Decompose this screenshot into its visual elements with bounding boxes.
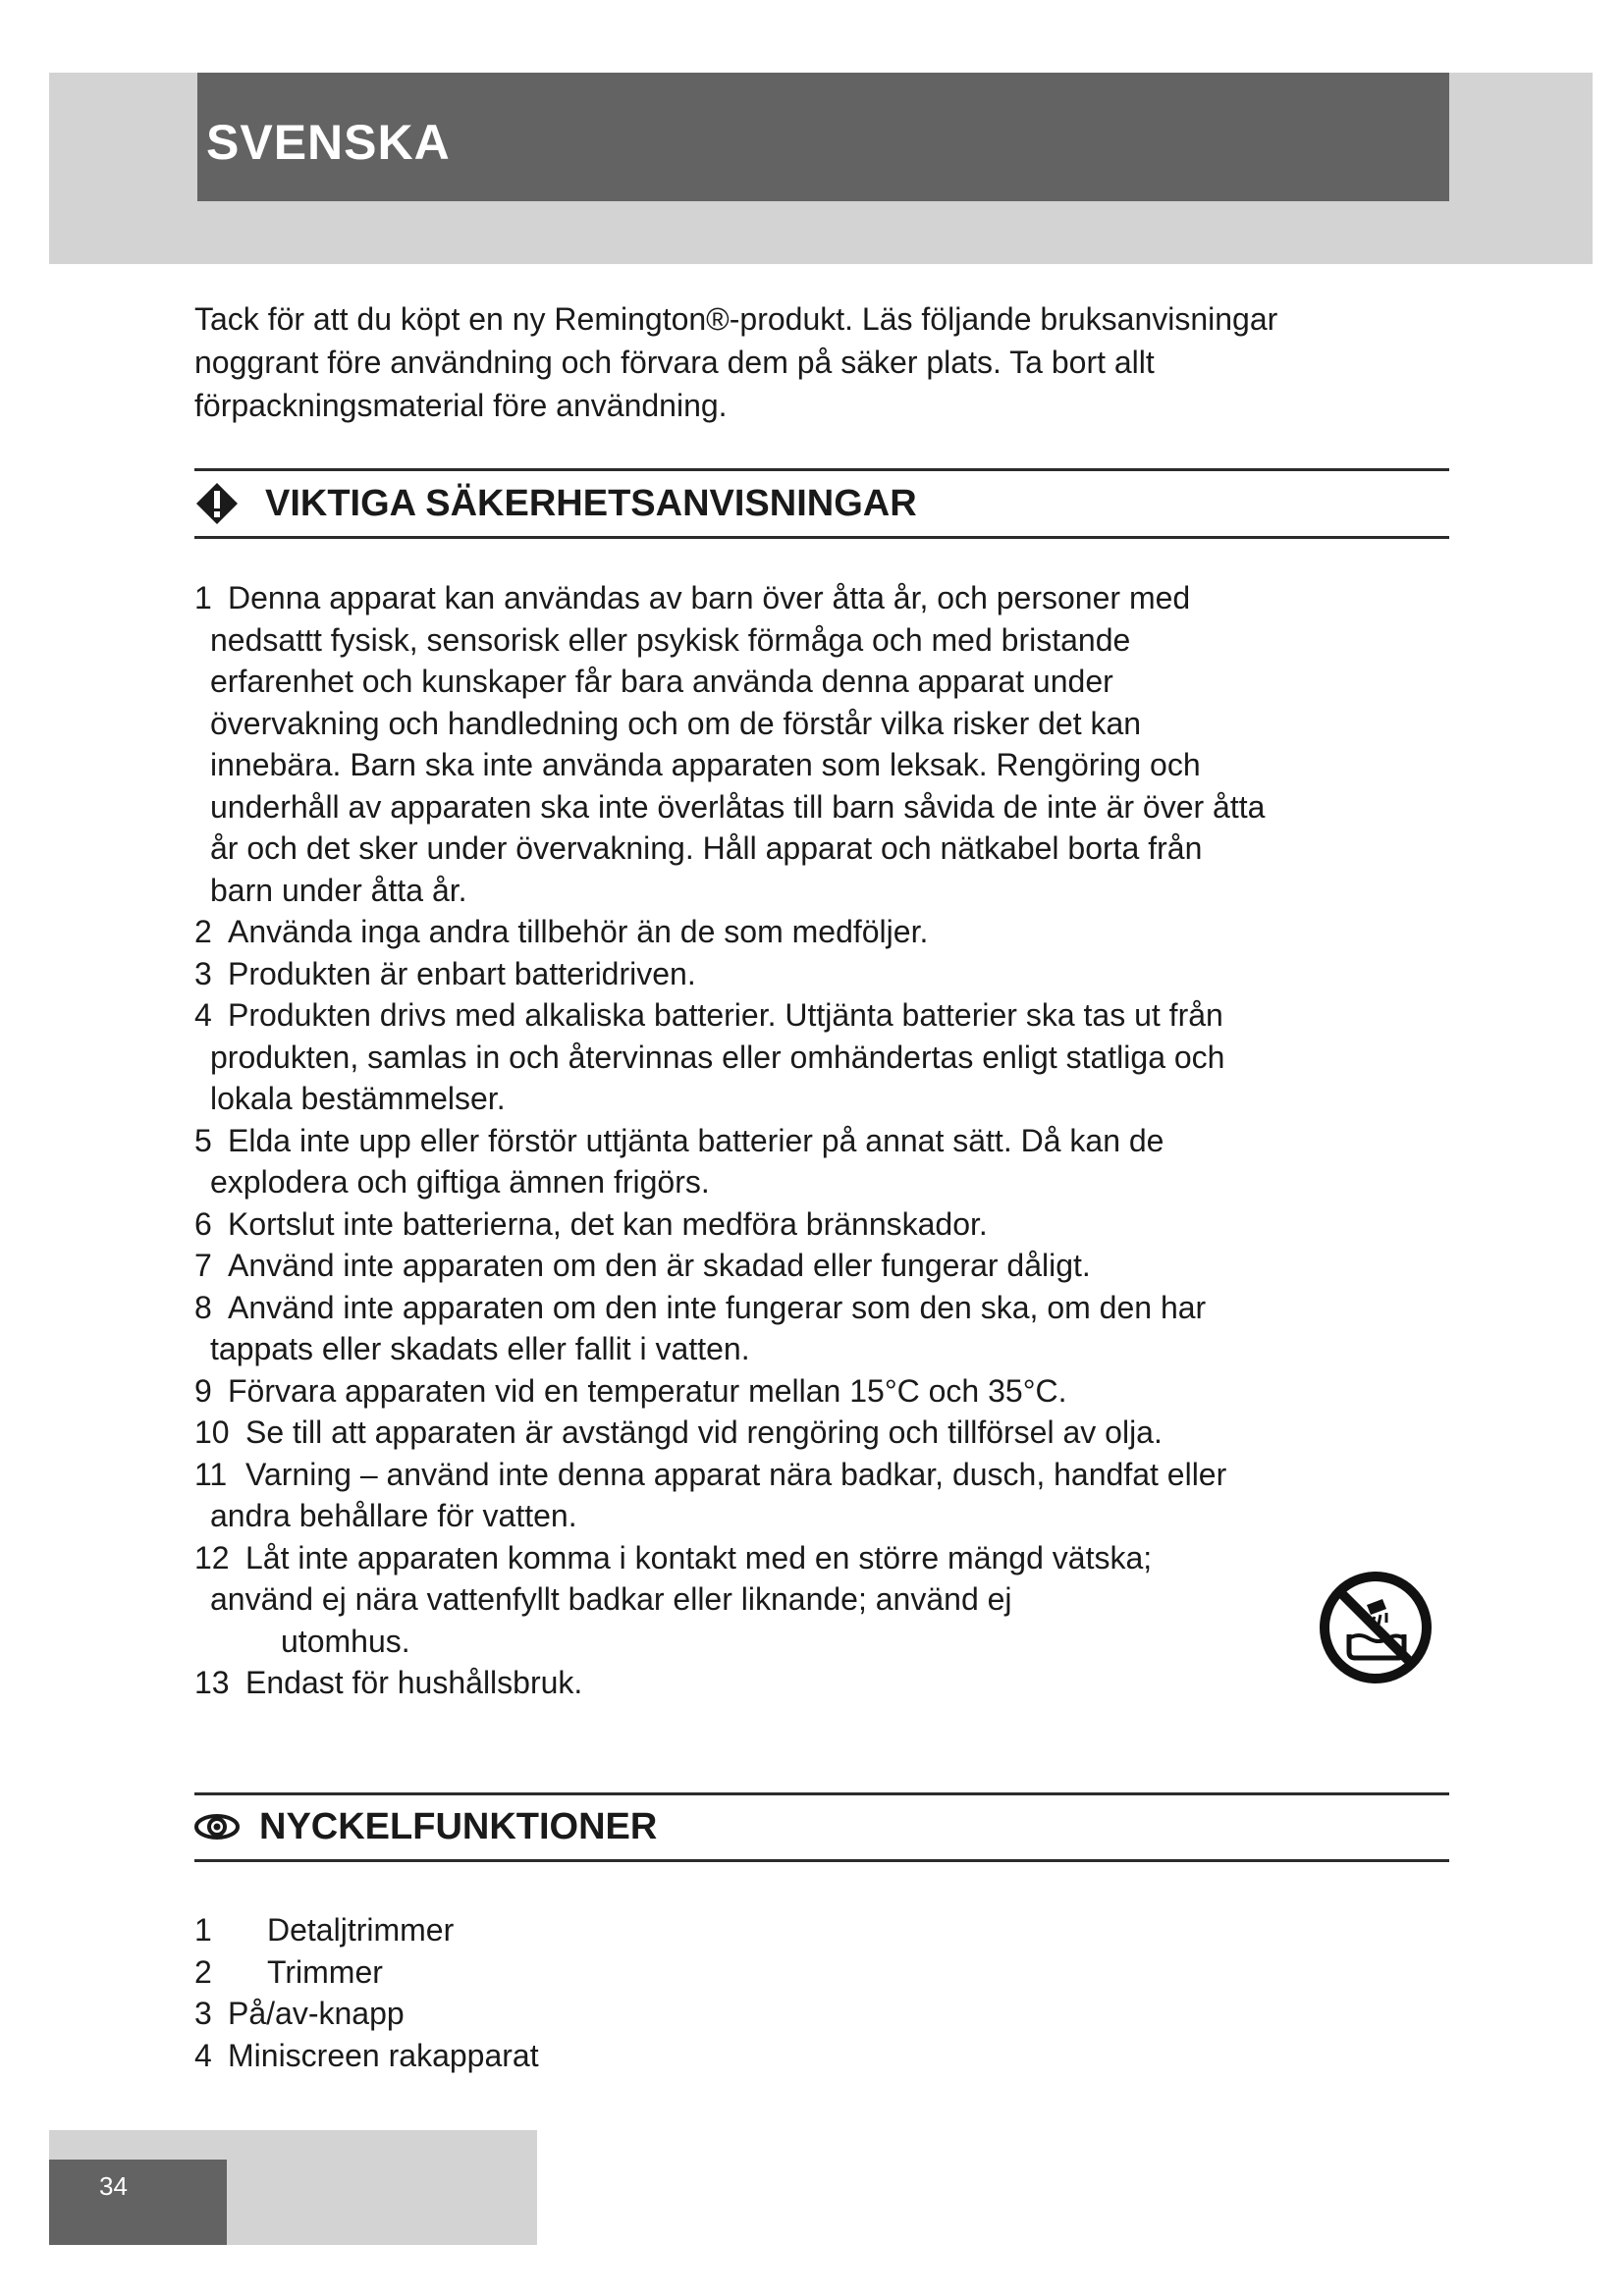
item-text: Använda inga andra tillbehör än de som medföljer.	[228, 914, 929, 949]
list-item	[194, 1245, 1353, 1287]
intro-line: förpackningsmaterial före användning.	[194, 388, 728, 423]
list-item	[194, 1662, 1353, 1704]
item-text: tappats eller skadats eller fallit i vatten.	[210, 1331, 750, 1366]
page-title: SVENSKA	[206, 115, 451, 170]
item-text: Varning – använd inte denna apparat nära badkar, dusch, handfat eller	[245, 1456, 1227, 1492]
item-number: 9	[194, 1372, 221, 1409]
intro-line: noggrant före användning och förvara dem på säker plats. Ta bort allt	[194, 345, 1155, 380]
item-number: 3	[194, 955, 221, 991]
item-text: barn under åtta år.	[210, 872, 467, 908]
intro-line: Tack för att du köpt en ny Remington®-produkt. Läs följande bruksanvisningar	[194, 301, 1278, 337]
item-number: 1	[194, 580, 221, 615]
section-rule-top	[194, 1792, 1449, 1795]
item-text: Låt inte apparaten komma i kontakt med en större mängd vätska;	[245, 1539, 1153, 1575]
item-text: Produkten är enbart batteridriven.	[228, 955, 696, 991]
item-text: använd ej nära vattenfyllt badkar eller liknande; använd ej	[210, 1581, 1012, 1617]
item-text: Produkten drivs med alkaliska batterier. Uttjänta batterier ska tas ut från	[228, 997, 1223, 1033]
section-rule-bottom	[194, 1859, 1449, 1862]
item-number: 1	[194, 1912, 212, 1948]
list-item	[194, 994, 1353, 1120]
page-number: 34	[99, 2171, 128, 2201]
no-water-icon	[1318, 1570, 1434, 1685]
item-label: Miniscreen rakapparat	[228, 2037, 539, 2073]
item-text: lokala bestämmelser.	[210, 1081, 506, 1116]
list-item	[194, 911, 1353, 953]
item-number: 4	[194, 997, 221, 1033]
item-text: erfarenhet och kunskaper får bara använda denna apparat under	[210, 664, 1113, 699]
item-text: Denna apparat kan användas av barn över åtta år, och personer med	[228, 580, 1191, 615]
item-number: 11	[194, 1456, 237, 1492]
item-text: Förvara apparaten vid en temperatur mellan 15°C och 35°C.	[228, 1372, 1067, 1409]
list-item	[194, 2035, 1353, 2077]
section-rule-bottom	[194, 536, 1449, 539]
item-number: 6	[194, 1205, 221, 1242]
item-number: 10	[194, 1415, 239, 1450]
item-text: Använd inte apparaten om den är skadad eller fungerar dåligt.	[228, 1248, 1091, 1283]
item-text: underhåll av apparaten ska inte överlåtas till barn såvida de inte är över åtta	[210, 788, 1266, 825]
safety-list	[194, 577, 1353, 1704]
safety-title: VIKTIGA SÄKERHETSANVISNINGAR	[265, 482, 917, 524]
list-item	[194, 1993, 1353, 2035]
intro-paragraph	[194, 297, 1432, 427]
list-item	[194, 1909, 1353, 1951]
item-number: 2	[194, 914, 221, 949]
item-label: Trimmer	[267, 1953, 383, 1990]
eye-icon	[194, 1804, 240, 1849]
item-text: övervakning och handledning och om de förstår vilka risker det kan	[210, 705, 1142, 741]
item-number: 7	[194, 1248, 221, 1283]
footer-box	[49, 2160, 227, 2245]
item-number: 4	[194, 2037, 212, 2073]
item-text: Använd inte apparaten om den inte fungerar som den ska, om den har	[228, 1289, 1207, 1325]
item-text: Endast för hushållsbruk.	[245, 1665, 583, 1700]
item-text: Elda inte upp eller förstör uttjänta batterier på annat sätt. Då kan de	[228, 1122, 1164, 1158]
list-item	[194, 1454, 1353, 1537]
item-text: utomhus.	[281, 1623, 410, 1659]
item-text: Kortslut inte batterierna, det kan medföra brännskador.	[228, 1205, 988, 1242]
item-text: Se till att apparaten är avstängd vid rengöring och tillförsel av olja.	[245, 1415, 1163, 1450]
item-text: år och det sker under övervakning. Håll apparat och nätkabel borta från	[210, 830, 1203, 866]
item-label: Detaljtrimmer	[267, 1912, 455, 1948]
list-item	[194, 1370, 1353, 1413]
item-number: 12	[194, 1539, 239, 1575]
section-rule-top	[194, 468, 1449, 471]
list-item	[194, 1412, 1353, 1454]
features-title: NYCKELFUNKTIONER	[259, 1805, 658, 1847]
item-text: nedsattt fysisk, sensorisk eller psykisk förmåga och med bristande	[210, 621, 1131, 658]
item-label: På/av-knapp	[228, 1996, 405, 2031]
item-text: andra behållare för vatten.	[210, 1498, 577, 1533]
list-item	[194, 1203, 1353, 1246]
list-item	[194, 1951, 1353, 1994]
list-item	[194, 1287, 1353, 1370]
features-list	[194, 1909, 1353, 2076]
list-item	[194, 577, 1353, 911]
item-number: 2	[194, 1953, 212, 1990]
item-text: produkten, samlas in och återvinnas eller omhändertas enligt statliga och	[210, 1039, 1225, 1075]
list-item	[194, 1537, 1353, 1663]
item-number: 5	[194, 1122, 221, 1158]
item-number: 13	[194, 1665, 239, 1700]
list-item	[194, 1120, 1353, 1203]
safety-heading	[194, 481, 917, 526]
item-text: innebära. Barn ska inte använda apparaten som leksak. Rengöring och	[210, 747, 1201, 782]
item-number: 8	[194, 1289, 221, 1325]
item-text: explodera och giftiga ämnen frigörs.	[210, 1164, 710, 1200]
features-heading	[194, 1804, 657, 1849]
item-number: 3	[194, 1996, 212, 2031]
list-item	[194, 953, 1353, 995]
warning-diamond-icon	[194, 481, 240, 526]
